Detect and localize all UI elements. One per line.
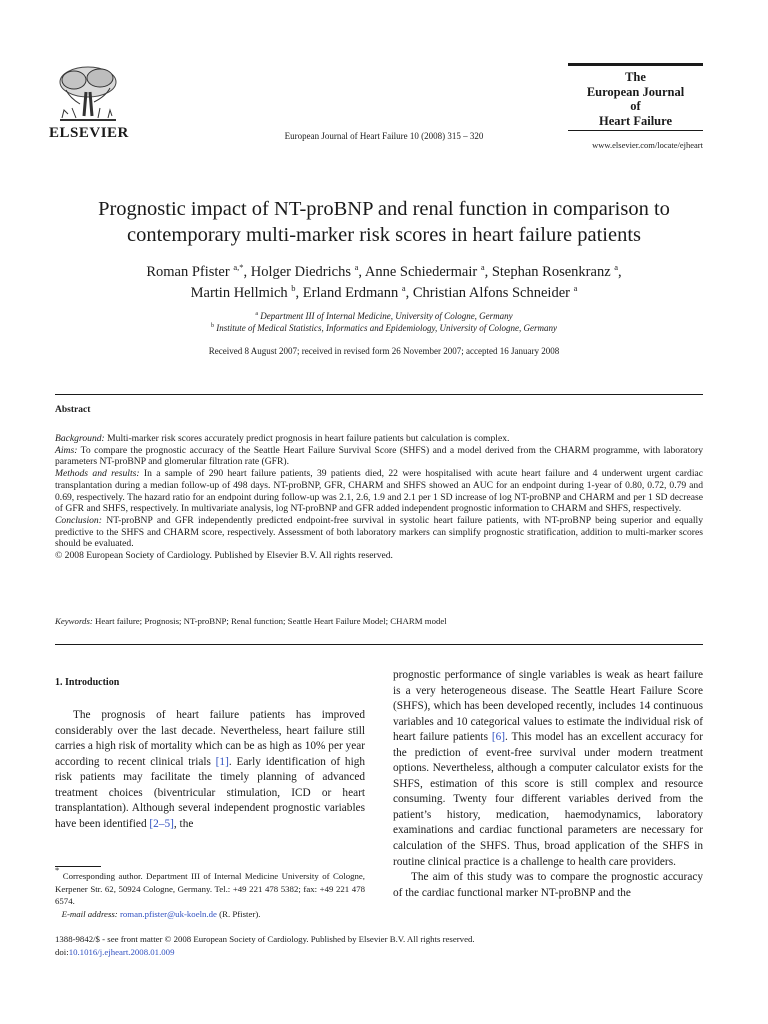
- author-name: Holger Diedrichs: [250, 264, 351, 280]
- text-run: . This model has an excellent accuracy for the prediction of event-free survival under modern treatment options. Nevertheless, although a computer calculator exists for the SHFS, estimation of this score is still complex and resource consuming. Twenty four different variables derived from the patient’s history, medication, haemodynamics, laboratory examinations and cardiac functional parameters are necessary for calculation of the SHFS. Thus, broad application of the SHFS in routine clinical practice is a challenge to health care providers.: [393, 731, 703, 868]
- footnote-text: [55, 865, 365, 908]
- author-affiliation-mark[interactable]: a: [480, 262, 485, 272]
- intro-paragraph: The aim of this study was to compare the prognostic accuracy of the cardiac functional marker NT-proBNP and the: [393, 871, 703, 899]
- keywords-text: Heart failure; Prognosis; NT-proBNP; Renal function; Seattle Heart Failure Model; CHARM model: [92, 616, 447, 626]
- text-run: , the: [173, 817, 194, 830]
- journal-title: [568, 70, 703, 128]
- intro-paragraph: [55, 708, 365, 832]
- author-affiliation-mark[interactable]: b: [291, 283, 296, 293]
- author-name: Christian Alfons Schneider: [412, 285, 570, 301]
- right-column: [393, 668, 703, 901]
- journal-title-line: of: [630, 99, 641, 113]
- author-name: Anne Schiedermair: [364, 264, 478, 280]
- intro-paragraph: [393, 668, 703, 870]
- citation-link[interactable]: [6]: [491, 731, 506, 744]
- affiliations: [40, 310, 728, 334]
- author-affiliation-mark[interactable]: a,*: [233, 262, 244, 272]
- journal-citation: European Journal of Heart Failure 10 (2008) 315 – 320: [284, 131, 484, 141]
- author-affiliation-mark[interactable]: a: [354, 262, 359, 272]
- section-heading: 1. Introduction: [55, 677, 120, 688]
- text-run: prognostic performance of single variables is weak as heart failure is a very heterogeneous disease. The Seattle Heart Failure Score (SHFS), which has been developed recently, includes 14 continuous variables and 10 categorical values to estimate the individual risk of heart failure patients: [393, 669, 703, 744]
- author-list: Roman Pfister $^{a,*}$, Holger Diedrichs $^a$, Anne Schiedermair $^a$, Stephan Rosenkranz $^a$, Martin Hellmich $^b$, Erland Erdmann $^a$, Christian Alfons Schneider $^a$: [146, 262, 622, 301]
- author-name: Erland Erdmann: [302, 285, 399, 301]
- section-text: To compare the prognostic accuracy of the Seattle Heart Failure Survival Score (SHFS) and a model derived from the CHARM programme, with laboratory parameters NT-proBNP and glomerular filtration rate (GFR).: [55, 444, 703, 468]
- article-title: [40, 196, 728, 248]
- section-text: NT-proBNP and GFR independently predicted endpoint-free survival in systolic heart failure patients, with NT-proBNP being superior and equally predictive to the SHFS and CHARM score, respectively. Assessment of both laboratory markers can simplify prognostic stratification, addition to multi-marker scores should be evaluated.: [55, 514, 703, 550]
- text-run: (R. Pfister).: [216, 908, 261, 919]
- abstract-body: [55, 433, 703, 562]
- author-name: Martin Hellmich: [190, 285, 288, 301]
- citation-link[interactable]: [1]: [215, 755, 229, 768]
- affiliation: [40, 322, 728, 334]
- journal-title-line: The: [625, 70, 646, 84]
- journal-title-line: European Journal: [586, 84, 685, 99]
- text-run: The prognosis of heart failure patients has improved considerably over the last decade. Nevertheless, heart failure still carries a high risk of mortality which can be as high as 10% per year according to recent clinical trials: [55, 709, 365, 768]
- journal-title-line: Heart Failure: [598, 113, 672, 128]
- doi-link[interactable]: 10.1016/j.ejheart.2008.01.009: [68, 946, 175, 957]
- copyright-block: [55, 933, 715, 958]
- footnote-email: [55, 908, 365, 921]
- journal-rule-top: [568, 63, 703, 66]
- publisher-name: ELSEVIER: [49, 125, 129, 141]
- author-name: Stephan Rosenkranz: [491, 264, 611, 280]
- abstract-rule-bottom: [55, 644, 703, 645]
- affiliation: [40, 310, 728, 322]
- text-run: . Early identification of high risk patients may facilitate the timely planning of advanced treatment choices (biventricular stimulation, ICD or heart transplantation). Although several independent prognostic variables have been identified: [55, 755, 366, 830]
- corresponding-author-footnote: [55, 865, 365, 920]
- title-line: contemporary multi-marker risk scores in heart failure patients: [126, 224, 642, 246]
- journal-rule-bottom: [568, 130, 703, 131]
- section-text: Multi-marker risk scores accurately predict prognosis in heart failure patients but calculation is complex.: [104, 433, 510, 444]
- author-name: Roman Pfister: [146, 264, 230, 280]
- keywords: [55, 616, 703, 626]
- footnote-rule: [55, 866, 101, 867]
- author-affiliation-mark[interactable]: a: [614, 262, 619, 272]
- section-label: Conclusion:: [55, 514, 102, 526]
- email-label: E-mail address:: [61, 908, 118, 919]
- section-label: Background:: [55, 433, 105, 444]
- elsevier-tree-logo: [50, 64, 124, 126]
- received-dates: Received 8 August 2007; received in revised form 26 November 2007; accepted 16 January 2008: [208, 346, 560, 356]
- affiliation-text: Institute of Medical Statistics, Informatics and Epidemiology, University of Cologne, Germany: [216, 323, 557, 333]
- title-line: Prognostic impact of NT-proBNP and renal function in comparison to: [98, 198, 670, 220]
- text-run: Corresponding author. Department III of Internal Medicine University of Cologne, Kerpener Str. 62, 50924 Cologne, Germany. Tel.: +49 221 478 5382; fax: +49 221 478 6574.: [55, 871, 365, 906]
- author-affiliation-mark[interactable]: a: [401, 283, 406, 293]
- abstract-background: [55, 433, 703, 445]
- keywords-label: Keywords:: [55, 616, 93, 626]
- abstract-heading: Abstract: [55, 405, 91, 415]
- abstract-copyright: [55, 550, 703, 562]
- citation-link[interactable]: [2–5]: [149, 817, 174, 830]
- abstract-methods: [55, 468, 703, 515]
- section-label: Aims:: [55, 444, 78, 456]
- left-column: [55, 708, 365, 832]
- affiliation-mark: a: [255, 311, 258, 317]
- section-text: © 2008 European Society of Cardiology. Published by Elsevier B.V. All rights reserved.: [55, 550, 393, 562]
- journal-url-link[interactable]: www.elsevier.com/locate/ejheart: [592, 140, 703, 150]
- doi-line: [55, 946, 715, 959]
- affiliation-text: Department III of Internal Medicine, University of Cologne, Germany: [260, 311, 513, 321]
- section-label: Methods and results:: [55, 468, 140, 480]
- abstract-aims: [55, 445, 703, 468]
- email-link[interactable]: roman.pfister@uk-koeln.de: [119, 908, 217, 919]
- copyright-line: 1388-9842/$ - see front matter © 2008 European Society of Cardiology. Published by Elsevier B.V. All rights reserved.: [55, 934, 475, 944]
- section-text: In a sample of 290 heart failure patients, 39 patients died, 22 were hospitalised with acute heart failure and 4 underwent urgent cardiac transplantation during a median follow-up of 498 days. NT-proBNP, GFR, CHARM and SHFS showed an AUC for an endpoint during 1-year of 0.80, 0.72, 0.79 and 0.69, respectively. The hazard ratio for an endpoint during follow-up was 2.1, 2.6, 1.9 and 2.1 per 1 SD increase of log NT-proBNP and CHARM and per 1 SD decrease of GFR and SHFS, respectively. In multivariate analysis, log NT-proBNP and GFR added independent prognostic information to CHARM and SHFS, respectively.: [55, 468, 703, 515]
- abstract-conclusion: [55, 515, 703, 550]
- abstract-rule-top: [55, 394, 703, 395]
- footnote-mark: *: [55, 865, 60, 875]
- doi-label: doi:: [55, 946, 69, 957]
- author-affiliation-mark[interactable]: a: [573, 283, 578, 293]
- affiliation-mark: b: [211, 323, 215, 329]
